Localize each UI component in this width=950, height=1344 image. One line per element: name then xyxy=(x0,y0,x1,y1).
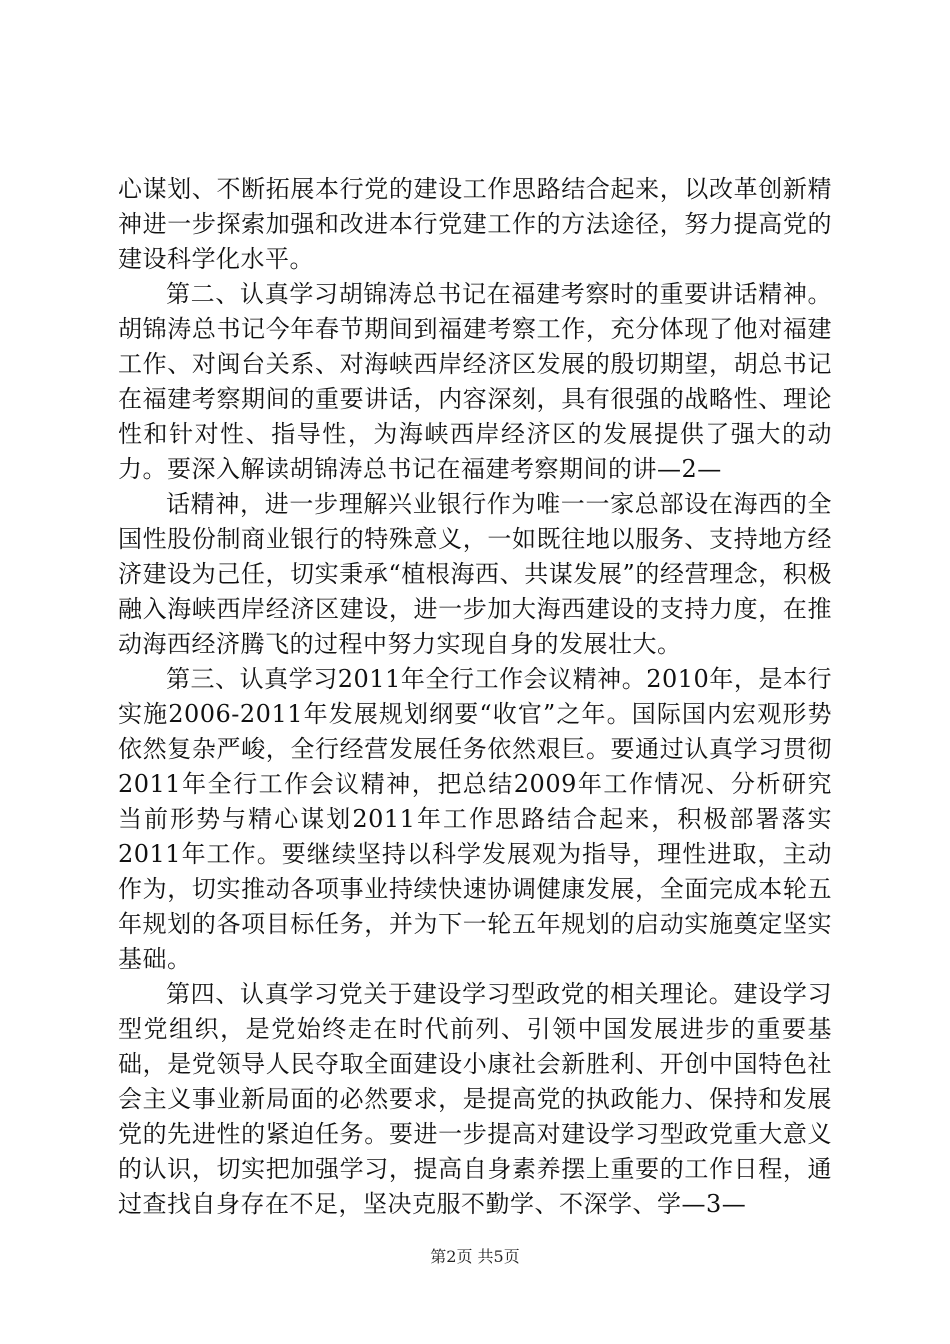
document-body xyxy=(118,172,832,1222)
paragraph-continuation: 心谋划、不断拓展本行党的建设工作思路结合起来，以改革创新精神进一步探索加强和改进本行党建工作的方法途径，努力提高党的建设科学化水平。 xyxy=(118,175,832,273)
paragraph-third: 第三、认真学习2011年全行工作会议精神。2010年，是本行实施2006-2011年发展规划纲要“收官”之年。国际国内宏观形势依然复杂严峻，全行经营发展任务依然艰巨。要通过认真学习贯彻2011年全行工作会议精神，把总结2009年工作情况、分析研究当前形势与精心谋划2011年工作思路结合起来，积极部署落实2011年工作。要继续坚持以科学发展观为指导，理性进取，主动作为，切实推动各项事业持续快速协调健康发展，全面完成本轮五年规划的各项目标任务，并为下一轮五年规划的启动实施奠定坚实基础。 xyxy=(118,665,832,973)
paragraph-second: 第二、认真学习胡锦涛总书记在福建考察时的重要讲话精神。胡锦涛总书记今年春节期间到福建考察工作，充分体现了他对福建工作、对闽台关系、对海峡西岸经济区发展的殷切期望，胡总书记在福建考察期间的重要讲话，内容深刻，具有很强的战略性、理论性和针对性、指导性，为海峡西岸经济区的发展提供了强大的动力。要深入解读胡锦涛总书记在福建考察期间的讲—2— xyxy=(118,280,832,483)
paragraph-fourth: 第四、认真学习党关于建设学习型政党的相关理论。建设学习型党组织，是党始终走在时代前列、引领中国发展进步的重要基础，是党领导人民夺取全面建设小康社会新胜利、开创中国特色社会主义事业新局面的必然要求，是提高党的执政能力、保持和发展党的先进性的紧迫任务。要进一步提高对建设学习型政党重大意义的认识，切实把加强学习，提高自身素养摆上重要的工作日程，通过查找自身存在不足，坚决克服不勤学、不深学、学—3— xyxy=(118,980,832,1218)
paragraph-second-continued: 话精神，进一步理解兴业银行作为唯一一家总部设在海西的全国性股份制商业银行的特殊意义，一如既往地以服务、支持地方经济建设为己任，切实秉承“植根海西、共谋发展”的经营理念，积极融入海峡西岸经济区建设，进一步加大海西建设的支持力度，在推动海西经济腾飞的过程中努力实现自身的发展壮大。 xyxy=(118,490,832,658)
page-number-footer: 第2页 共5页 xyxy=(430,1247,520,1266)
